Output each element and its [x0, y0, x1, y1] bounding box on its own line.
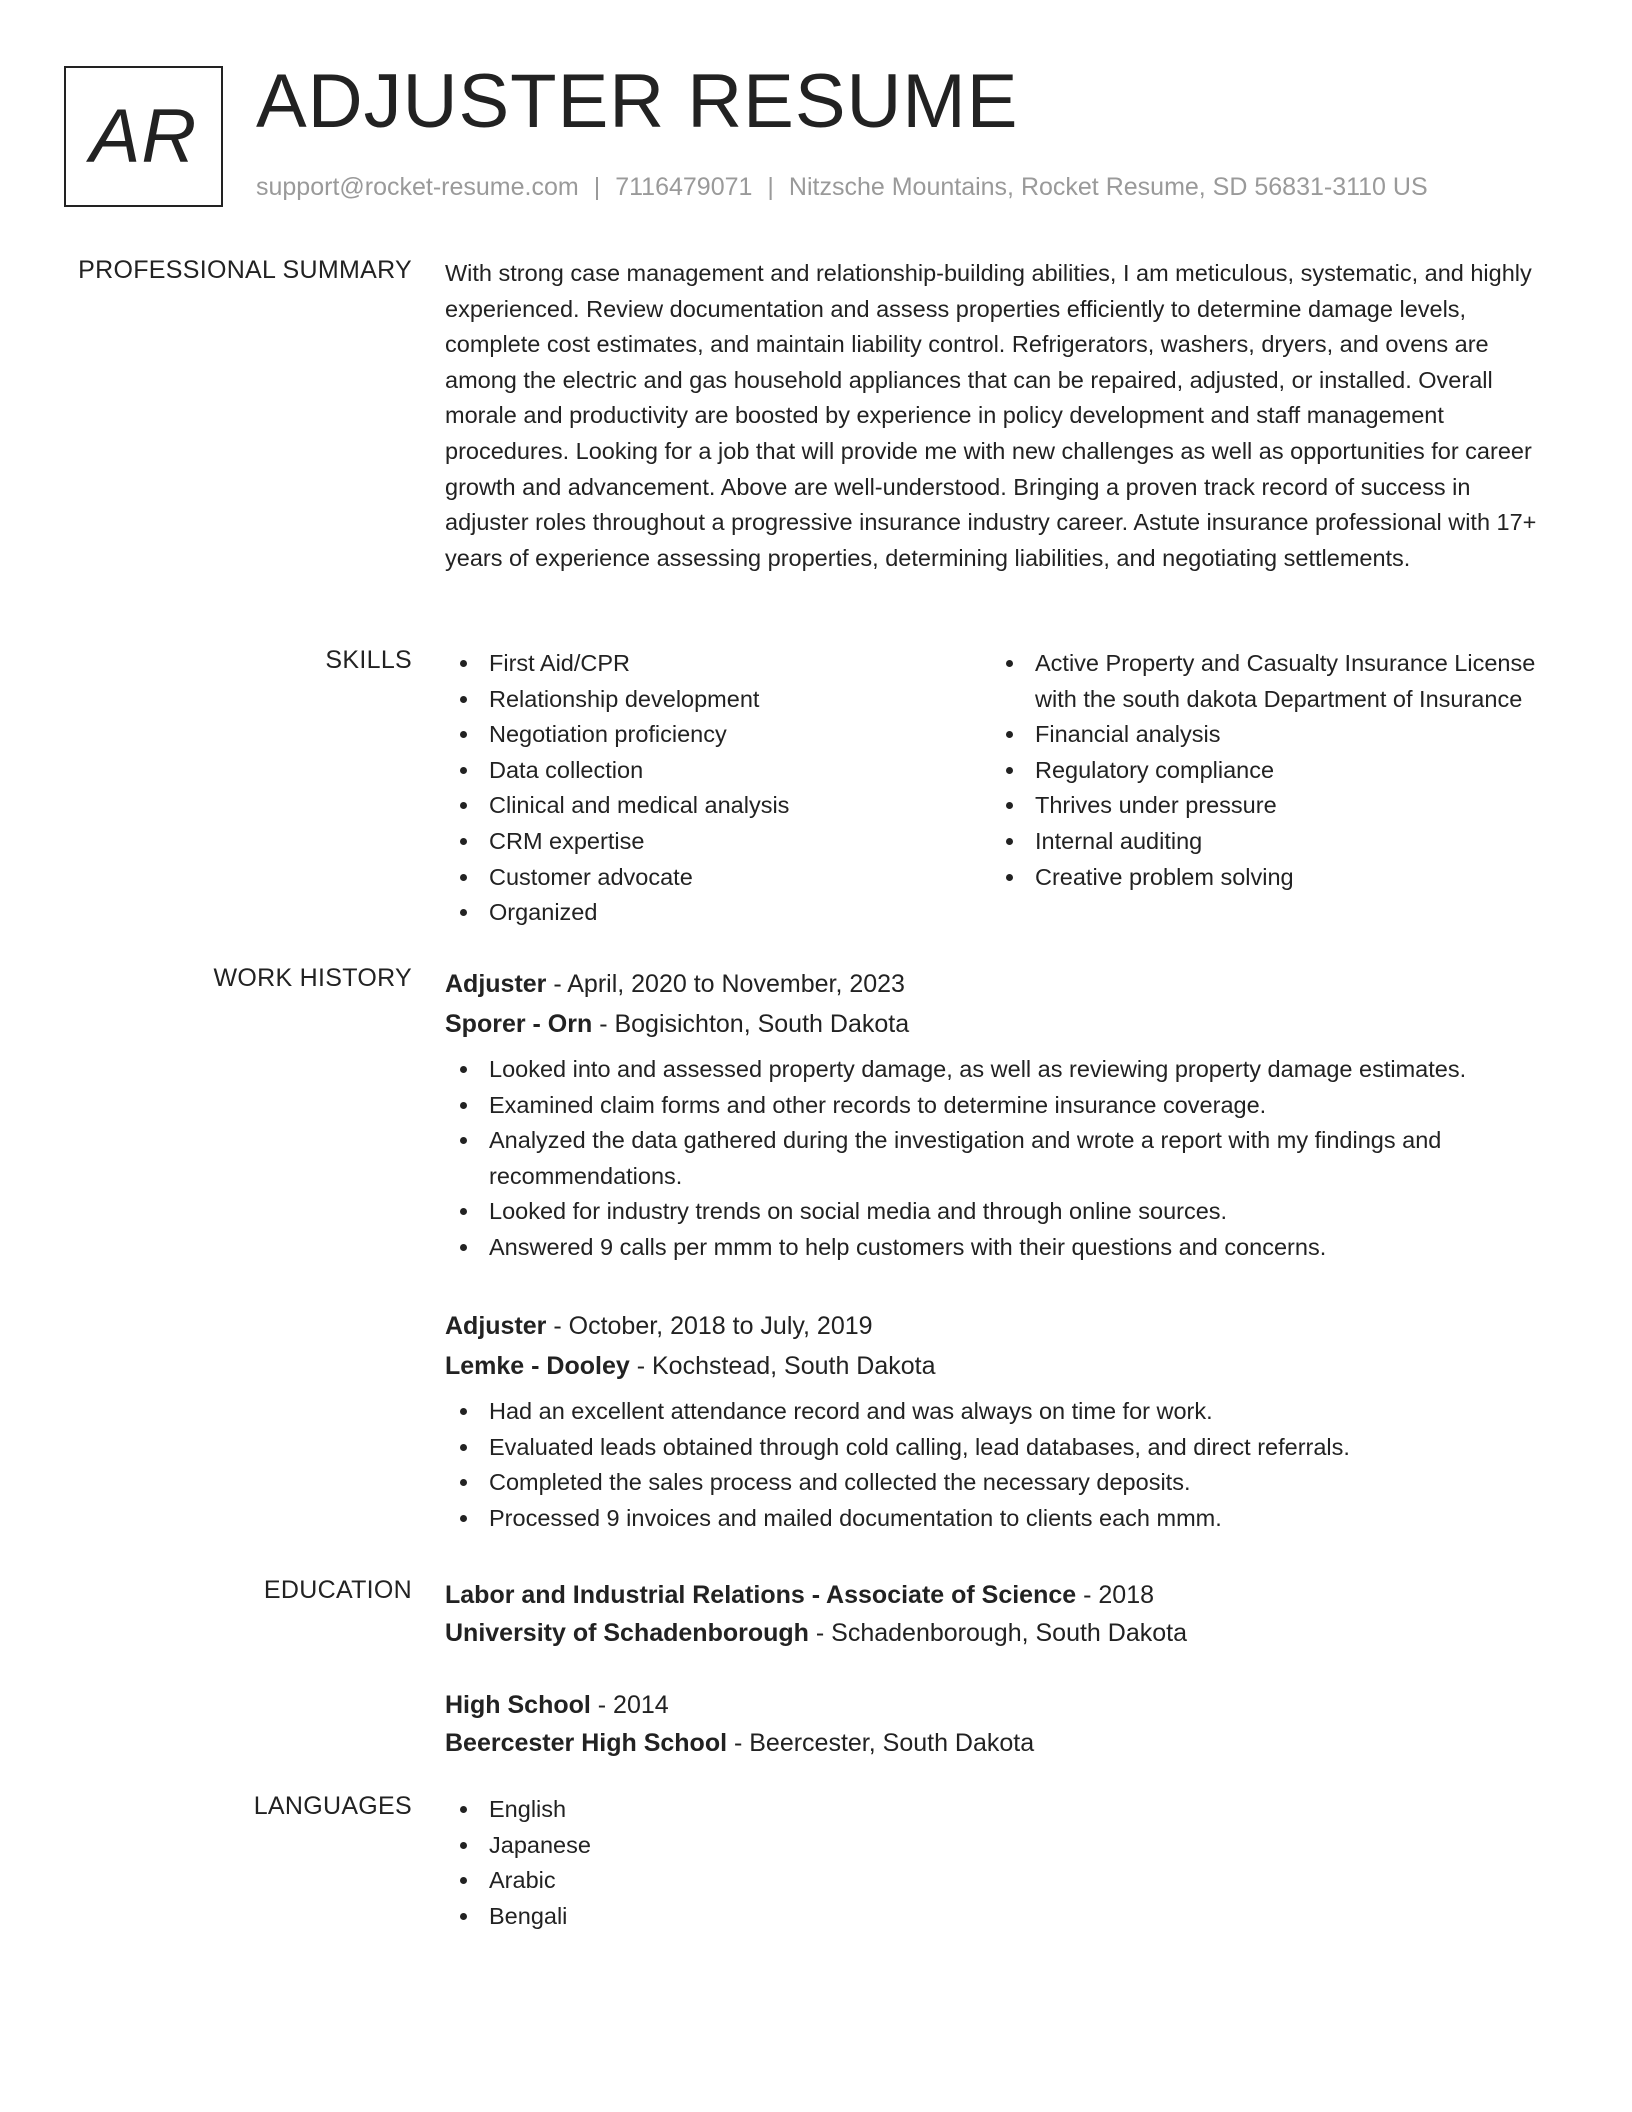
job-company: Lemke - Dooley — [445, 1352, 630, 1380]
education-location: - Schadenborough, South Dakota — [808, 1619, 1187, 1647]
job-title: Adjuster — [445, 1312, 547, 1340]
skill-item: Clinical and medical analysis — [445, 788, 991, 824]
contact-address: Nitzsche Mountains, Rocket Resume, SD 56831-3110 US — [788, 173, 1428, 201]
job-bullet: Evaluated leads obtained through cold calling, lead databases, and direct referrals. — [445, 1430, 1560, 1466]
skill-item: Data collection — [445, 753, 991, 789]
contact-separator: | — [767, 173, 774, 201]
education-degree-line — [445, 1576, 1560, 1614]
contact-separator: | — [593, 173, 601, 201]
skill-item: Relationship development — [445, 682, 991, 718]
education-body — [445, 1576, 1560, 1757]
job-bullet: Completed the sales process and collected the necessary deposits. — [445, 1465, 1560, 1501]
contact-email: support@rocket-resume.com — [256, 173, 579, 201]
job-bullet: Looked for industry trends on social media and through online sources. — [445, 1194, 1560, 1230]
job-company: Sporer - Orn — [445, 1010, 593, 1038]
skill-item: Internal auditing — [991, 824, 1537, 860]
education-school: Beercester High School — [445, 1729, 728, 1757]
education-year: - 2018 — [1076, 1581, 1155, 1609]
skill-item: Organized — [445, 895, 991, 931]
job-dates: - April, 2020 to November, 2023 — [546, 970, 905, 998]
job-bullet: Analyzed the data gathered during the investigation and wrote a report with my findings and recommendations. — [445, 1123, 1560, 1194]
summary-label: PROFESSIONAL SUMMARY — [78, 256, 412, 284]
education-degree-line — [445, 1686, 1560, 1724]
education-year: - 2014 — [590, 1691, 669, 1719]
job-company-line — [445, 1004, 1560, 1044]
education-school-line — [445, 1614, 1560, 1652]
skills-list-left — [445, 646, 991, 931]
skill-item: Creative problem solving — [991, 860, 1537, 896]
skill-item: Negotiation proficiency — [445, 717, 991, 753]
job-bullet: Answered 9 calls per mmm to help customers with their questions and concerns. — [445, 1230, 1560, 1266]
job-entry — [445, 964, 1560, 1266]
skill-item: Regulatory compliance — [991, 753, 1537, 789]
education-degree: Labor and Industrial Relations - Associate of Science — [445, 1581, 1077, 1609]
education-entry — [445, 1686, 1560, 1762]
job-title-line — [445, 1306, 1560, 1346]
education-entry — [445, 1576, 1560, 1652]
skills-column-left — [445, 646, 991, 931]
job-title-line — [445, 964, 1560, 1004]
skills-list-right — [991, 646, 1537, 895]
summary-text: With strong case management and relationship-building abilities, I am meticulous, systematic, and highly experienced. Review documentation and assess properties efficiently to determine damage levels, complete cost estimates, and maintain liability control. Refrigerators, washers, dryers, and ovens are among the electric and gas household appliances that can be repaired, adjusted, or installed. Overall morale and productivity are boosted by experience in policy development and staff management procedures. Looking for a job that will provide me with new challenges as well as opportunities for career growth and advancement. Above are well-understood. Bringing a proven track record of success in adjuster roles throughout a progressive insurance industry career. Astute insurance professional with 17+ years of experience assessing properties, determining liabilities, and negotiating settlements. — [445, 260, 1537, 571]
skill-item: Financial analysis — [991, 717, 1537, 753]
skill-item: Active Property and Casualty Insurance License with the south dakota Department of Insurance — [991, 646, 1537, 717]
education-degree: High School — [445, 1691, 591, 1719]
contact-line — [256, 173, 1428, 202]
skills-body — [445, 646, 1560, 931]
job-bullets — [445, 1394, 1560, 1536]
job-bullets — [445, 1052, 1560, 1266]
job-location: - Kochstead, South Dakota — [629, 1352, 936, 1380]
skill-item: Thrives under pressure — [991, 788, 1537, 824]
language-item: Japanese — [445, 1828, 1560, 1864]
languages-body — [445, 1792, 1560, 1934]
language-item: Arabic — [445, 1863, 1560, 1899]
languages-label: LANGUAGES — [253, 1792, 412, 1820]
skill-item: Customer advocate — [445, 860, 991, 896]
job-bullet: Examined claim forms and other records to determine insurance coverage. — [445, 1088, 1560, 1124]
work-body — [445, 964, 1560, 1531]
language-item: English — [445, 1792, 1560, 1828]
education-school: University of Schadenborough — [445, 1619, 809, 1647]
job-company-line — [445, 1346, 1560, 1386]
work-label: WORK HISTORY — [213, 964, 412, 992]
languages-list — [445, 1792, 1560, 1934]
job-location: - Bogisichton, South Dakota — [592, 1010, 910, 1038]
skill-item: First Aid/CPR — [445, 646, 991, 682]
job-bullet: Had an excellent attendance record and was always on time for work. — [445, 1394, 1560, 1430]
job-bullet: Looked into and assessed property damage, as well as reviewing property damage estimates. — [445, 1052, 1560, 1088]
skills-columns — [445, 646, 1560, 931]
contact-phone: 7116479071 — [615, 173, 753, 201]
resume-title: ADJUSTER RESUME — [256, 59, 1019, 144]
skills-label: SKILLS — [325, 646, 412, 674]
language-item: Bengali — [445, 1899, 1560, 1935]
education-location: - Beercester, South Dakota — [727, 1729, 1035, 1757]
job-bullet: Processed 9 invoices and mailed documentation to clients each mmm. — [445, 1501, 1560, 1537]
skill-item: CRM expertise — [445, 824, 991, 860]
summary-body — [445, 256, 1560, 576]
education-label: EDUCATION — [263, 1576, 412, 1604]
job-entry — [445, 1306, 1560, 1536]
skills-column-right — [991, 646, 1537, 931]
job-dates: - October, 2018 to July, 2019 — [546, 1312, 873, 1340]
monogram-box — [64, 66, 223, 207]
education-school-line — [445, 1724, 1560, 1762]
monogram-initials: AR — [89, 94, 198, 179]
job-title: Adjuster — [445, 970, 547, 998]
